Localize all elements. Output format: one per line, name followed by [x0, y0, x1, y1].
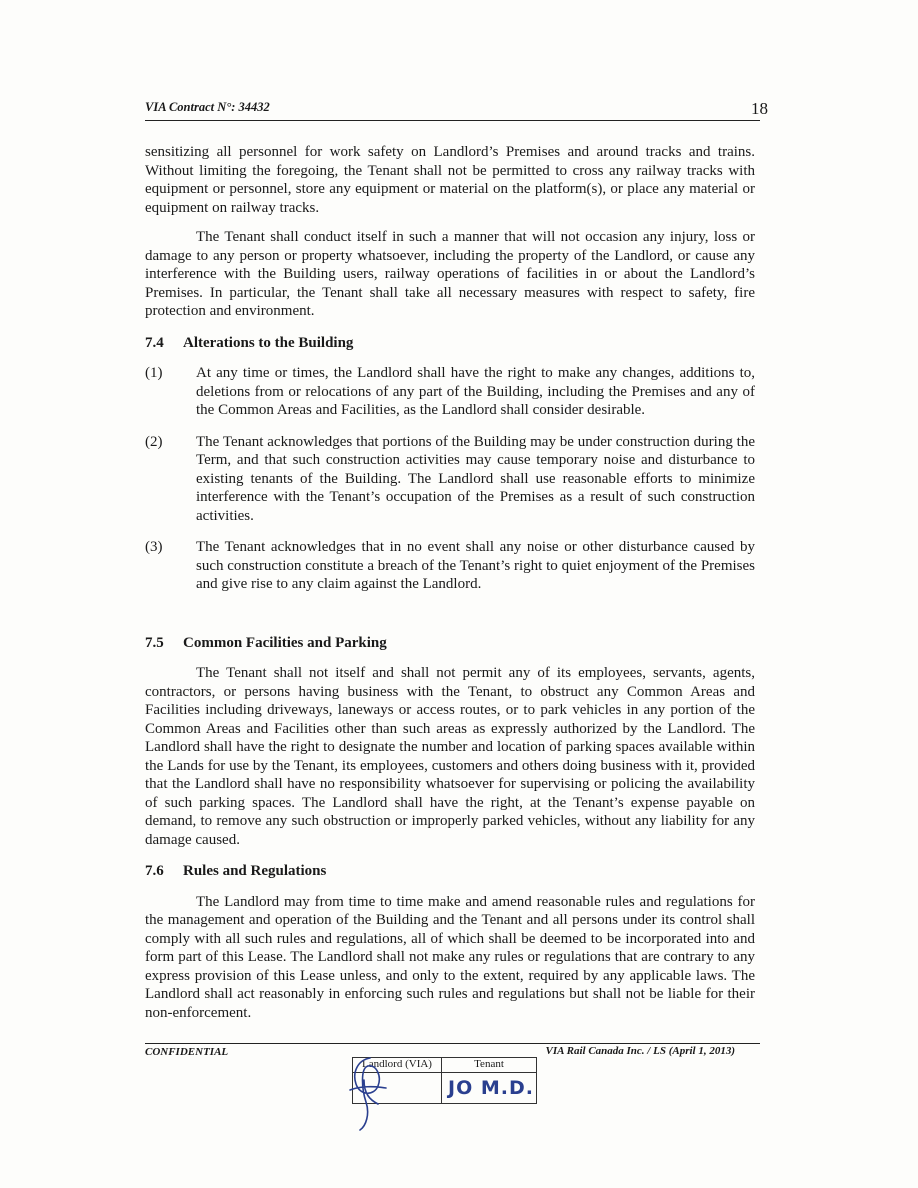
list-item — [145, 433, 755, 526]
list-item — [145, 538, 755, 594]
section-heading-7-4 — [145, 334, 755, 353]
paragraph-conduct: The Tenant shall conduct itself in such a manner that will not occasion any injury, loss or damage to any person or property whatsoever, including the property of the Landlord, or cause any interference with the Building users, railway operations of facilities in or about the Landlord’s Premises. In particular, the Tenant shall take all necessary measures with respect to safety, fire protection and environment. — [145, 229, 755, 319]
section-title: Alterations to the Building — [183, 334, 354, 351]
section-number: 7.6 — [145, 863, 164, 879]
page-header — [145, 94, 768, 121]
section-number: 7.5 — [145, 634, 164, 651]
section-number: 7.4 — [145, 334, 164, 351]
section-heading-7-6 — [145, 862, 755, 881]
section-title: Rules and Regulations — [183, 863, 327, 879]
section-paragraph: The Landlord may from time to time make and amend reasonable rules and regulations for the management and operation of the Building and the Tenant and all persons under its control shall comply with all such rules and regulations, all of which shall be deemed to be incorporated into and form part of this Lease. The Landlord shall not make any rules or regulations that are contrary to any express provision of this Lease unless, and only to the extent, required by any applicable laws. The Landlord shall act reasonably in enforcing such rules and regulations but shall not be liable for their non-enforcement. — [145, 893, 755, 1021]
footer-divider — [145, 1043, 760, 1044]
company-footer: VIA Rail Canada Inc. / LS (April 1, 2013) — [545, 1045, 735, 1057]
tenant-label: Tenant — [442, 1058, 537, 1073]
section-title: Common Facilities and Parking — [183, 634, 387, 651]
page-number: 18 — [751, 99, 768, 118]
document-body — [145, 143, 755, 1033]
item-text: At any time or times, the Landlord shall have the right to make any changes, additions to, deletions from or relocations of any part of the Building, including the Premises and any of the Common Areas and Facilities, as the Landlord shall consider desirable. — [196, 365, 755, 418]
item-number: (1) — [145, 365, 163, 381]
item-text: The Tenant acknowledges that portions of the Building may be under construction during the Term, and that such construction activities may cause temporary noise and disturbance to existing tenants of the Building. The Landlord shall use reasonable efforts to minimize interference with the Tenant’s occupation of the Premises as a result of such construction activities. — [196, 433, 755, 524]
spacer — [145, 607, 755, 621]
contract-number: VIA Contract N°: 34432 — [145, 100, 270, 114]
section-heading-7-5 — [145, 634, 755, 653]
section-paragraph: The Tenant shall not itself and shall not permit any of its employees, servants, agents, contractors, or persons having business with the Tenant, to obstruct any Common Areas and Facilities including driveways, laneways or access routes, or to park vehicles in any portion of the Common Areas and Facilities other than such areas as expressly authorized by the Landlord. The Landlord shall have the right to designate the number and location of parking spaces available within the Lands for use by the Tenant, its employees, customers and others doing business with it, provided that the Landlord shall have no responsibility whatsoever for supervising or policing the availability of such parking spaces. The Landlord shall have the right, at the Tenant’s expense payable on demand, to remove any such obstruction or improperly parked vehicles, without any liability for any damage caused. — [145, 665, 755, 848]
landlord-signature-icon — [340, 1050, 400, 1135]
item-number: (2) — [145, 433, 163, 450]
paragraph-continuation: sensitizing all personnel for work safety on Landlord’s Premises and around tracks and trains. Without limiting the foregoing, the Tenant shall not be permitted to cross any railway tracks with equipment or personnel, store any equipment or material on the platform(s), or place any material or equipment on railway tracks. — [145, 144, 755, 216]
landlord-label: Landlord (VIA) — [353, 1058, 442, 1073]
list-item — [145, 364, 755, 420]
item-text: The Tenant acknowledges that in no event shall any noise or other disturbance caused by such construction constitute a breach of the Tenant’s right to quiet enjoyment of the Premises and give rise to any claim against the Landlord. — [196, 539, 755, 592]
confidential-label: CONFIDENTIAL — [145, 1046, 229, 1058]
item-number: (3) — [145, 539, 163, 555]
tenant-initials: JO M.D. — [442, 1073, 537, 1104]
